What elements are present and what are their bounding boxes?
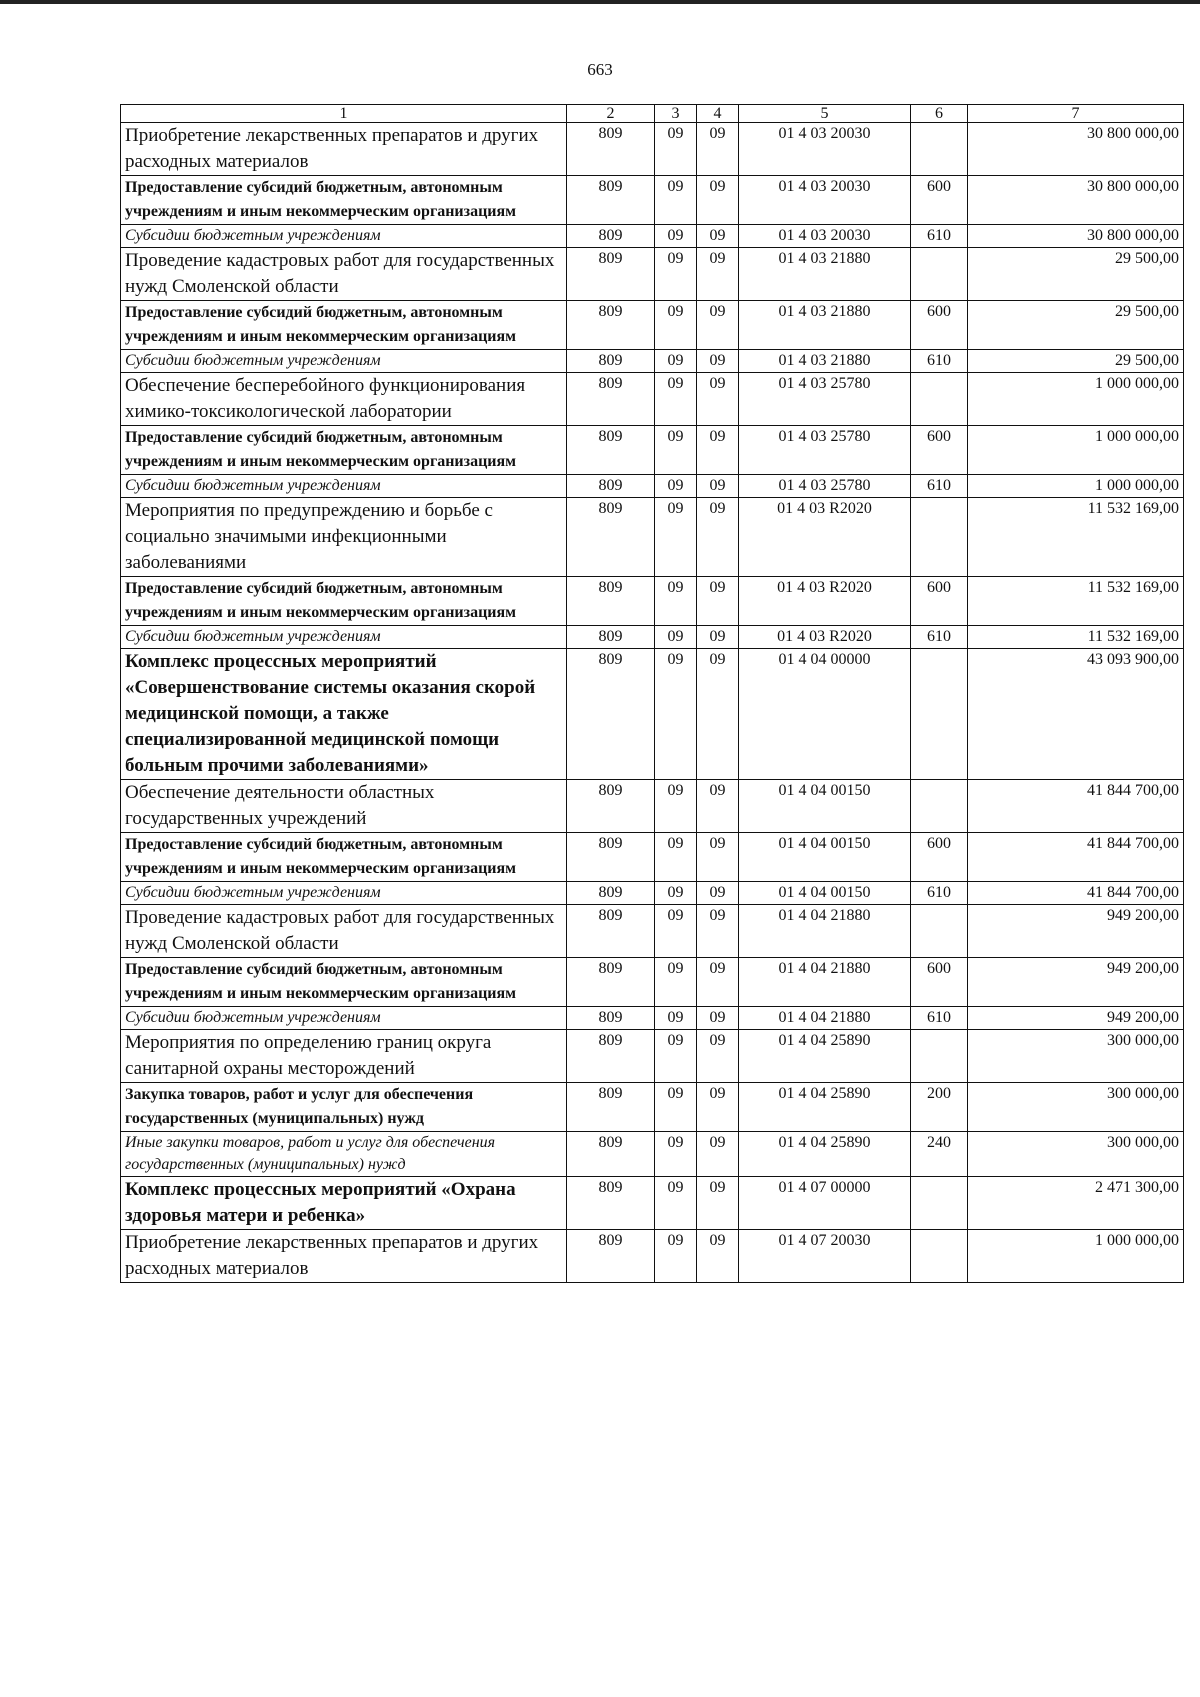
row-code-pr: 09: [697, 958, 739, 1007]
row-code-pr: 09: [697, 1083, 739, 1132]
row-code-pr: 09: [697, 176, 739, 225]
row-name: Предоставление субсидий бюджетным, автономным учреждениям и иным некоммерческим организациям: [121, 426, 567, 475]
row-code-gr: 809: [567, 301, 655, 350]
row-name: Предоставление субсидий бюджетным, автономным учреждениям и иным некоммерческим организациям: [121, 577, 567, 626]
row-code-rz: 09: [655, 958, 697, 1007]
row-code-pr: 09: [697, 1030, 739, 1083]
row-amount: 29 500,00: [968, 301, 1184, 350]
row-code-vr: 610: [911, 225, 968, 248]
row-amount: 43 093 900,00: [968, 649, 1184, 780]
row-code-pr: 09: [697, 780, 739, 833]
page-top-border: [0, 0, 1200, 4]
row-amount: 41 844 700,00: [968, 882, 1184, 905]
row-code-vr: 610: [911, 626, 968, 649]
row-code-csr: 01 4 03 20030: [739, 123, 911, 176]
table-row: [121, 475, 1184, 498]
row-code-rz: 09: [655, 1007, 697, 1030]
table-row: [121, 498, 1184, 577]
table-row: [121, 905, 1184, 958]
row-code-rz: 09: [655, 426, 697, 475]
row-code-gr: 809: [567, 426, 655, 475]
row-code-rz: 09: [655, 626, 697, 649]
row-name: Предоставление субсидий бюджетным, автономным учреждениям и иным некоммерческим организациям: [121, 833, 567, 882]
row-code-csr: 01 4 03 20030: [739, 176, 911, 225]
row-code-rz: 09: [655, 350, 697, 373]
table-row: [121, 780, 1184, 833]
row-code-vr: [911, 1030, 968, 1083]
row-amount: 1 000 000,00: [968, 373, 1184, 426]
row-name: Проведение кадастровых работ для государственных нужд Смоленской области: [121, 248, 567, 301]
row-code-vr: [911, 1230, 968, 1283]
row-code-pr: 09: [697, 498, 739, 577]
row-code-gr: 809: [567, 1083, 655, 1132]
row-code-vr: [911, 649, 968, 780]
row-code-vr: [911, 1177, 968, 1230]
row-amount: 300 000,00: [968, 1083, 1184, 1132]
table-row: [121, 176, 1184, 225]
row-code-vr: 600: [911, 301, 968, 350]
row-code-gr: 809: [567, 577, 655, 626]
table-row: [121, 301, 1184, 350]
row-code-csr: 01 4 03 21880: [739, 301, 911, 350]
row-code-csr: 01 4 03 R2020: [739, 498, 911, 577]
header-col-7: 7: [968, 105, 1184, 123]
table-row: [121, 248, 1184, 301]
row-code-csr: 01 4 03 R2020: [739, 577, 911, 626]
row-code-gr: 809: [567, 958, 655, 1007]
row-code-rz: 09: [655, 577, 697, 626]
header-col-5: 5: [739, 105, 911, 123]
row-amount: 11 532 169,00: [968, 626, 1184, 649]
row-code-pr: 09: [697, 882, 739, 905]
row-code-csr: 01 4 03 21880: [739, 350, 911, 373]
header-row: [121, 105, 1184, 123]
row-code-gr: 809: [567, 350, 655, 373]
row-name: Иные закупки товаров, работ и услуг для обеспечения государственных (муниципальных) нужд: [121, 1132, 567, 1177]
row-code-vr: 610: [911, 882, 968, 905]
row-amount: 11 532 169,00: [968, 498, 1184, 577]
row-code-vr: 240: [911, 1132, 968, 1177]
row-code-gr: 809: [567, 649, 655, 780]
row-code-gr: 809: [567, 225, 655, 248]
row-code-vr: [911, 498, 968, 577]
table-row: [121, 958, 1184, 1007]
row-code-rz: 09: [655, 176, 697, 225]
table-row: [121, 577, 1184, 626]
row-name: Субсидии бюджетным учреждениям: [121, 225, 567, 248]
row-code-vr: 600: [911, 833, 968, 882]
row-amount: 1 000 000,00: [968, 475, 1184, 498]
row-name: Субсидии бюджетным учреждениям: [121, 1007, 567, 1030]
row-amount: 1 000 000,00: [968, 426, 1184, 475]
row-code-pr: 09: [697, 833, 739, 882]
row-code-vr: 600: [911, 176, 968, 225]
row-code-gr: 809: [567, 905, 655, 958]
row-amount: 300 000,00: [968, 1030, 1184, 1083]
row-code-gr: 809: [567, 780, 655, 833]
row-code-csr: 01 4 04 00150: [739, 833, 911, 882]
row-amount: 1 000 000,00: [968, 1230, 1184, 1283]
row-code-pr: 09: [697, 577, 739, 626]
row-code-pr: 09: [697, 123, 739, 176]
row-code-rz: 09: [655, 833, 697, 882]
row-code-vr: 610: [911, 475, 968, 498]
row-code-pr: 09: [697, 905, 739, 958]
row-code-rz: 09: [655, 248, 697, 301]
row-code-vr: [911, 780, 968, 833]
header-col-1: 1: [121, 105, 567, 123]
row-code-vr: [911, 905, 968, 958]
row-name: Комплекс процессных мероприятий «Охрана здоровья матери и ребенка»: [121, 1177, 567, 1230]
row-code-rz: 09: [655, 905, 697, 958]
row-code-rz: 09: [655, 882, 697, 905]
table-row: [121, 350, 1184, 373]
row-code-csr: 01 4 04 25890: [739, 1030, 911, 1083]
row-code-pr: 09: [697, 350, 739, 373]
row-code-pr: 09: [697, 301, 739, 350]
row-code-rz: 09: [655, 225, 697, 248]
row-code-gr: 809: [567, 882, 655, 905]
table-row: [121, 882, 1184, 905]
row-code-pr: 09: [697, 373, 739, 426]
header-col-3: 3: [655, 105, 697, 123]
row-amount: 29 500,00: [968, 248, 1184, 301]
row-code-gr: 809: [567, 1007, 655, 1030]
row-name: Субсидии бюджетным учреждениям: [121, 882, 567, 905]
row-amount: 30 800 000,00: [968, 225, 1184, 248]
row-name: Обеспечение деятельности областных государственных учреждений: [121, 780, 567, 833]
row-code-pr: 09: [697, 1132, 739, 1177]
row-code-csr: 01 4 04 25890: [739, 1083, 911, 1132]
row-code-rz: 09: [655, 1230, 697, 1283]
row-code-gr: 809: [567, 373, 655, 426]
table-row: [121, 1177, 1184, 1230]
row-code-csr: 01 4 04 21880: [739, 905, 911, 958]
row-name: Предоставление субсидий бюджетным, автономным учреждениям и иным некоммерческим организациям: [121, 958, 567, 1007]
row-name: Субсидии бюджетным учреждениям: [121, 626, 567, 649]
row-amount: 41 844 700,00: [968, 833, 1184, 882]
row-code-csr: 01 4 03 25780: [739, 475, 911, 498]
row-code-rz: 09: [655, 498, 697, 577]
row-code-csr: 01 4 07 20030: [739, 1230, 911, 1283]
row-name: Предоставление субсидий бюджетным, автономным учреждениям и иным некоммерческим организациям: [121, 176, 567, 225]
row-code-csr: 01 4 03 20030: [739, 225, 911, 248]
row-code-csr: 01 4 03 25780: [739, 373, 911, 426]
row-code-gr: 809: [567, 176, 655, 225]
row-code-gr: 809: [567, 248, 655, 301]
row-code-rz: 09: [655, 1132, 697, 1177]
row-amount: 2 471 300,00: [968, 1177, 1184, 1230]
row-name: Субсидии бюджетным учреждениям: [121, 475, 567, 498]
budget-table: [120, 104, 1184, 1283]
row-code-rz: 09: [655, 301, 697, 350]
row-amount: 29 500,00: [968, 350, 1184, 373]
table-row: [121, 626, 1184, 649]
row-code-gr: 809: [567, 626, 655, 649]
row-code-rz: 09: [655, 649, 697, 780]
row-code-gr: 809: [567, 1132, 655, 1177]
row-name: Проведение кадастровых работ для государственных нужд Смоленской области: [121, 905, 567, 958]
row-code-gr: 809: [567, 1230, 655, 1283]
row-code-csr: 01 4 04 21880: [739, 958, 911, 1007]
row-code-vr: [911, 373, 968, 426]
row-code-rz: 09: [655, 373, 697, 426]
row-code-gr: 809: [567, 475, 655, 498]
row-code-gr: 809: [567, 1177, 655, 1230]
row-amount: 949 200,00: [968, 1007, 1184, 1030]
table-row: [121, 1083, 1184, 1132]
row-name: Мероприятия по предупреждению и борьбе с социально значимыми инфекционными заболеваниями: [121, 498, 567, 577]
row-code-gr: 809: [567, 123, 655, 176]
row-code-rz: 09: [655, 1083, 697, 1132]
row-code-gr: 809: [567, 833, 655, 882]
row-code-csr: 01 4 04 00150: [739, 780, 911, 833]
page-number: 663: [587, 60, 613, 79]
row-amount: 30 800 000,00: [968, 176, 1184, 225]
row-name: Мероприятия по определению границ округа санитарной охраны месторождений: [121, 1030, 567, 1083]
row-code-rz: 09: [655, 123, 697, 176]
row-name: Приобретение лекарственных препаратов и других расходных материалов: [121, 1230, 567, 1283]
row-code-pr: 09: [697, 649, 739, 780]
row-code-rz: 09: [655, 780, 697, 833]
table-row: [121, 833, 1184, 882]
row-amount: 11 532 169,00: [968, 577, 1184, 626]
row-amount: 300 000,00: [968, 1132, 1184, 1177]
table-row: [121, 373, 1184, 426]
row-code-csr: 01 4 04 00000: [739, 649, 911, 780]
row-code-vr: 600: [911, 958, 968, 1007]
table-row: [121, 426, 1184, 475]
row-code-csr: 01 4 03 25780: [739, 426, 911, 475]
row-code-gr: 809: [567, 1030, 655, 1083]
table-row: [121, 1230, 1184, 1283]
row-name: Закупка товаров, работ и услуг для обеспечения государственных (муниципальных) нужд: [121, 1083, 567, 1132]
row-name: Предоставление субсидий бюджетным, автономным учреждениям и иным некоммерческим организациям: [121, 301, 567, 350]
row-amount: 41 844 700,00: [968, 780, 1184, 833]
row-code-pr: 09: [697, 1230, 739, 1283]
row-code-gr: 809: [567, 498, 655, 577]
row-code-csr: 01 4 07 00000: [739, 1177, 911, 1230]
row-name: Приобретение лекарственных препаратов и других расходных материалов: [121, 123, 567, 176]
table-row: [121, 649, 1184, 780]
row-amount: 949 200,00: [968, 905, 1184, 958]
row-code-pr: 09: [697, 1177, 739, 1230]
header-col-4: 4: [697, 105, 739, 123]
row-code-vr: 600: [911, 577, 968, 626]
row-code-vr: 610: [911, 1007, 968, 1030]
table-row: [121, 123, 1184, 176]
row-code-vr: 610: [911, 350, 968, 373]
row-code-pr: 09: [697, 1007, 739, 1030]
row-code-csr: 01 4 04 00150: [739, 882, 911, 905]
row-code-vr: 200: [911, 1083, 968, 1132]
row-code-rz: 09: [655, 1177, 697, 1230]
table-row: [121, 225, 1184, 248]
header-col-2: 2: [567, 105, 655, 123]
row-code-vr: 600: [911, 426, 968, 475]
row-code-csr: 01 4 04 21880: [739, 1007, 911, 1030]
table-row: [121, 1132, 1184, 1177]
row-amount: 949 200,00: [968, 958, 1184, 1007]
row-code-csr: 01 4 04 25890: [739, 1132, 911, 1177]
row-code-pr: 09: [697, 475, 739, 498]
row-amount: 30 800 000,00: [968, 123, 1184, 176]
row-code-vr: [911, 123, 968, 176]
table-row: [121, 1030, 1184, 1083]
row-code-csr: 01 4 03 21880: [739, 248, 911, 301]
row-code-pr: 09: [697, 626, 739, 649]
row-code-csr: 01 4 03 R2020: [739, 626, 911, 649]
row-code-pr: 09: [697, 426, 739, 475]
row-name: Субсидии бюджетным учреждениям: [121, 350, 567, 373]
row-code-rz: 09: [655, 475, 697, 498]
row-code-rz: 09: [655, 1030, 697, 1083]
row-code-pr: 09: [697, 248, 739, 301]
header-col-6: 6: [911, 105, 968, 123]
row-name: Обеспечение бесперебойного функционирования химико-токсикологической лаборатории: [121, 373, 567, 426]
row-name: Комплекс процессных мероприятий «Совершенствование системы оказания скорой медицинской помощи, а также специализированной медицинской помощи больным прочими заболеваниями»: [121, 649, 567, 780]
row-code-pr: 09: [697, 225, 739, 248]
table-row: [121, 1007, 1184, 1030]
row-code-vr: [911, 248, 968, 301]
